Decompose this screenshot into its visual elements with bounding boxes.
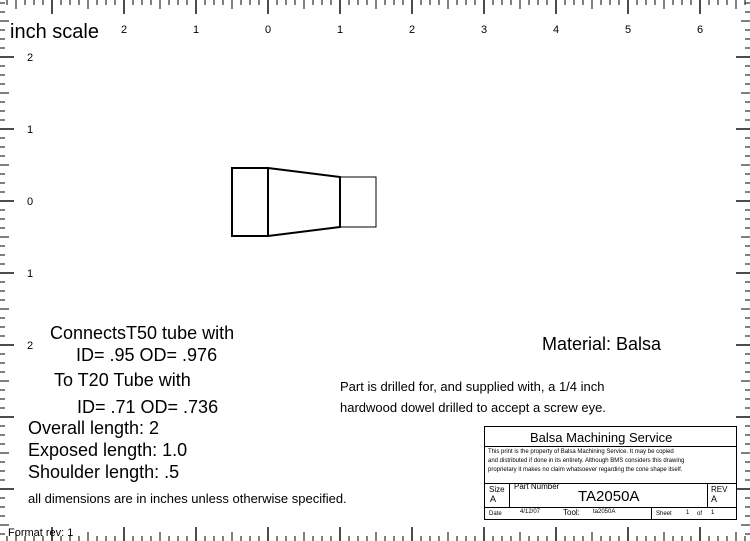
top-scale-label: 6 [696,24,704,36]
sheet-value: 1 [686,510,690,516]
left-scale-labels [27,52,33,352]
material-label: Material: Balsa [542,334,662,354]
tool-value: ta2050A [593,509,616,515]
size-value: A [490,494,497,504]
left-ruler [0,3,14,534]
title-block-divider [509,483,510,507]
title-block-divider [707,483,708,507]
tapered-body [268,168,340,236]
description-line-4: ID= .71 OD= .736 [77,397,219,417]
of-value: 1 [711,510,715,516]
description-line-3: To T20 Tube with [54,370,191,390]
part-number: TA2050A [578,488,640,505]
top-scale-label: 1 [336,24,344,36]
disclaimer-line-1: This print is the property of Balsa Machining Service. It may be copied [488,449,674,455]
top-scale-label: 0 [264,24,272,36]
transition-part-outline [232,168,376,236]
left-scale-label: 1 [26,268,34,280]
title-block-divider [484,507,737,508]
disclaimer-line-3: proprietary it makes no claim whatsoever regarding the cone shape itself. [488,467,683,473]
overall-length: Overall length: 2 [28,418,160,438]
description-line-2: ID= .95 OD= .976 [76,345,218,365]
sheet-label: Sheet [656,511,672,517]
format-rev: Format rev: 1 [8,527,74,539]
top-ruler [7,0,745,14]
bottom-ruler [7,527,745,541]
top-scale-label: 3 [480,24,488,36]
date-value: 4/12/07 [520,509,541,515]
tool-label: Tool: [563,508,580,517]
of-label: of [697,511,703,517]
scale-title: inch scale [10,21,99,43]
top-scale-label: 1 [192,24,200,36]
left-scale-label: 1 [26,124,34,136]
left-scale-label: 2 [26,52,34,64]
top-scale-label: 2 [120,24,128,36]
shoulder-length: Shoulder length: .5 [28,462,180,482]
disclaimer-line-2: and distributed if done in its entirety. Although BMS considers this drawing [488,458,685,464]
rev-label: REV [711,485,728,494]
top-scale-label: 5 [624,24,632,36]
date-label: Date [489,511,502,517]
right-ruler [736,3,750,534]
title-block-divider [651,507,652,520]
top-scale-label: 2 [408,24,416,36]
drill-note-line-2: hardwood dowel drilled to accept a screw eye. [340,400,606,415]
part-number-label: Part Number [514,482,560,491]
exposed-length: Exposed length: 1.0 [28,440,188,460]
rev-value: A [711,494,718,504]
top-scale-labels [121,24,703,36]
description-line-1: ConnectsT50 tube with [50,323,235,343]
left-scale-label: 0 [26,196,34,208]
title-block-divider [484,446,737,447]
dimensions-note: all dimensions are in inches unless otherwise specified. [28,491,347,506]
left-scale-label: 2 [26,340,34,352]
large-end-shoulder [232,168,268,236]
company-name: Balsa Machining Service [530,430,673,445]
drill-note-line-1: Part is drilled for, and supplied with, a 1/4 inch [340,379,605,394]
size-label: Size [489,485,505,494]
small-end-shoulder [340,177,376,227]
top-scale-label: 4 [552,24,560,36]
